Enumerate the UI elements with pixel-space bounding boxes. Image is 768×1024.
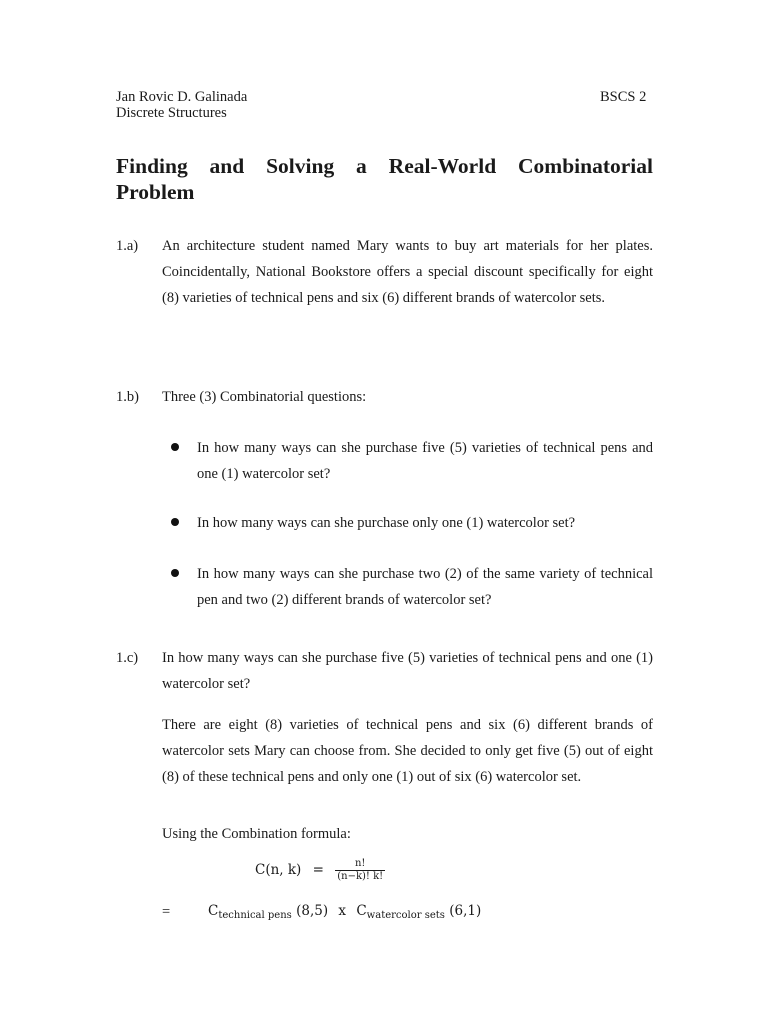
formula-equals: = xyxy=(312,862,324,878)
bullet-dot xyxy=(171,518,179,526)
step-equals: = xyxy=(162,904,171,920)
item-label-1b: 1.b) xyxy=(116,389,139,405)
combination-symbol: C xyxy=(208,903,219,919)
paragraph-1a: An architecture student named Mary wants to buy art materials for her plates. Coincidentally, National Bookstore offers a special discount specifically for eight (8) varieties of technical pens and six (6) different brands of watercolor sets. xyxy=(162,238,653,306)
combination-formula xyxy=(255,858,385,883)
bullet-question-1: In how many ways can she purchase five (5) varieties of technical pens and one (1) watercolor set? xyxy=(197,440,653,482)
question-1c: In how many ways can she purchase five (5) varieties of technical pens and one (1) watercolor set? xyxy=(162,650,653,692)
bullet-dot xyxy=(171,443,179,451)
formula-intro: Using the Combination formula: xyxy=(162,826,351,842)
page-title: Finding and Solving a Real-World Combinatorial Problem xyxy=(116,154,653,204)
technical-pens-args: (8,5) xyxy=(296,903,329,919)
subscript-technical-pens: technical pens xyxy=(218,910,292,921)
explanation-paragraph: There are eight (8) varieties of technical pens and six (6) different brands of watercolor sets Mary can choose from. She decided to only get five (5) out of eight (8) of these technical pens and only one (1) out of six (6) watercolor set. xyxy=(162,717,653,785)
times-symbol: x xyxy=(338,903,347,919)
bullet-question-3: In how many ways can she purchase two (2) of the same variety of technical pen and two (2) different brands of watercolor set? xyxy=(197,566,653,608)
combination-symbol: C xyxy=(356,903,367,919)
author-name: Jan Rovic D. Galinada xyxy=(116,89,248,105)
formula-lhs: C(n, k) xyxy=(255,862,302,878)
bullet-dot xyxy=(171,569,179,577)
item-label-1a: 1.a) xyxy=(116,238,139,254)
watercolor-sets-args: (6,1) xyxy=(449,903,482,919)
bullet-question-2: In how many ways can she purchase only one (1) watercolor set? xyxy=(197,515,576,531)
questions-intro: Three (3) Combinatorial questions: xyxy=(162,389,367,405)
formula-numerator: n! xyxy=(354,858,366,869)
item-label-1c: 1.c) xyxy=(116,650,139,666)
subscript-watercolor-sets: watercolor sets xyxy=(366,910,445,921)
course-name: Discrete Structures xyxy=(116,105,227,121)
formula-denominator: (n−k)! k! xyxy=(337,871,384,882)
combination-product xyxy=(208,903,481,921)
formula-fraction xyxy=(335,858,385,883)
section-label: BSCS 2 xyxy=(600,89,647,105)
